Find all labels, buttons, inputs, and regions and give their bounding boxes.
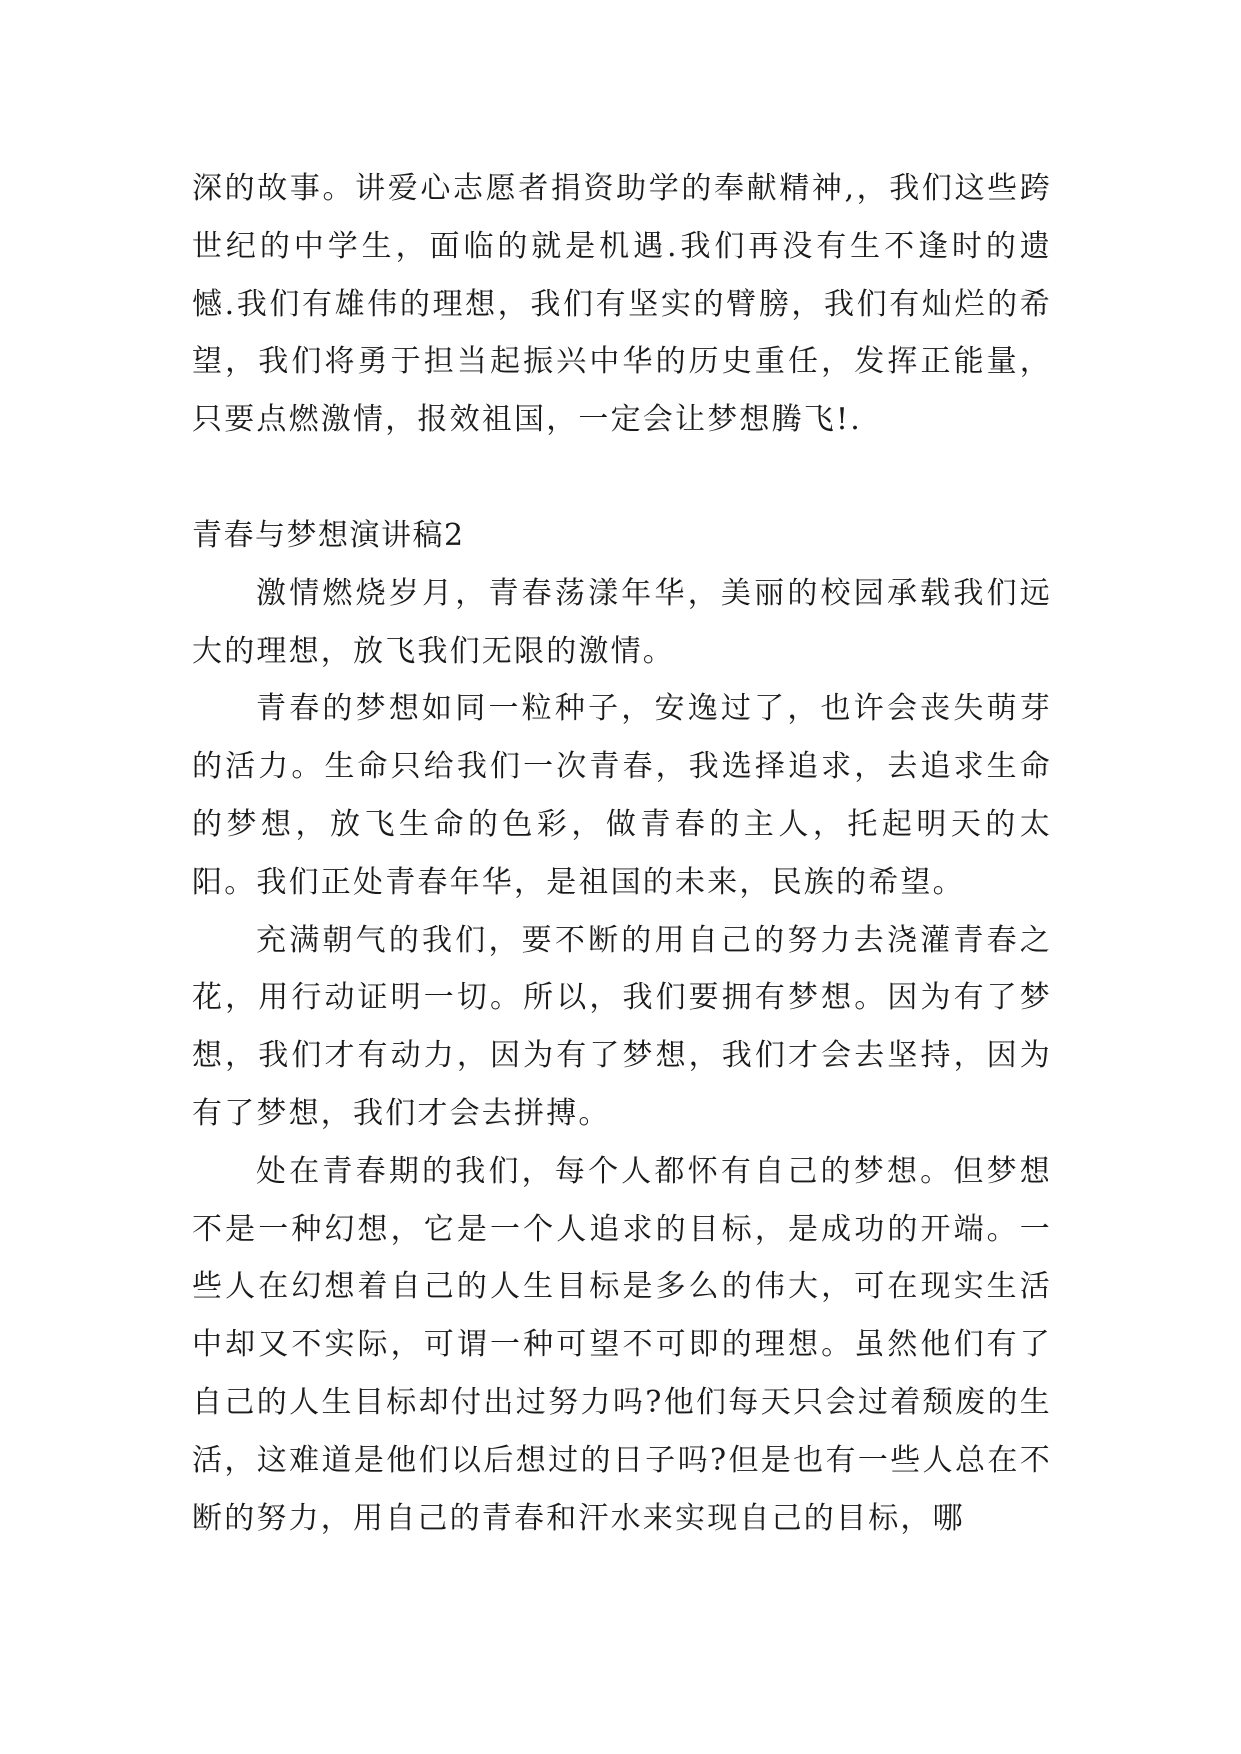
body-paragraph-4: 处在青春期的我们，每个人都怀有自己的梦想。但梦想不是一种幻想，它是一个人追求的目标，是成功的开端。一些人在幻想着自己的人生目标是多么的伟大，可在现实生活中却又不实际，可谓一种可望不可即的理想。虽然他们有了自己的人生目标却付出过努力吗?他们每天只会过着颓废的生活，这难道是他们以后想过的日子吗?但是也有一些人总在不断的努力，用自己的青春和汗水来实现自己的目标，哪 [192, 1153, 1052, 1536]
intro-paragraph: 深的故事。讲爱心志愿者捐资助学的奉献精神,，我们这些跨世纪的中学生，面临的就是机遇.我们再没有生不逢时的遗憾.我们有雄伟的理想，我们有坚实的臂膀，我们有灿烂的希望，我们将勇于担当起振兴中华的历史重任，发挥正能量，只要点燃激情，报效祖国，一定会让梦想腾飞!. [192, 171, 1052, 438]
body-paragraph-2: 青春的梦想如同一粒种子，安逸过了，也许会丧失萌芽的活力。生命只给我们一次青春，我选择追求，去追求生命的梦想，放飞生命的色彩，做青春的主人，托起明天的太阳。我们正处青春年华，是祖国的未来，民族的希望。 [192, 691, 1052, 900]
body-paragraph-1: 激情燃烧岁月，青春荡漾年华，美丽的校园承载我们远大的理想，放飞我们无限的激情。 [192, 575, 1052, 669]
section-title: 青春与梦想演讲稿2 [192, 517, 465, 553]
body-paragraph-3: 充满朝气的我们，要不断的用自己的努力去浇灌青春之花，用行动证明一切。所以，我们要拥有梦想。因为有了梦想，我们才有动力，因为有了梦想，我们才会去坚持，因为有了梦想，我们才会去拼搏。 [192, 922, 1052, 1131]
document-body [192, 160, 1052, 1547]
